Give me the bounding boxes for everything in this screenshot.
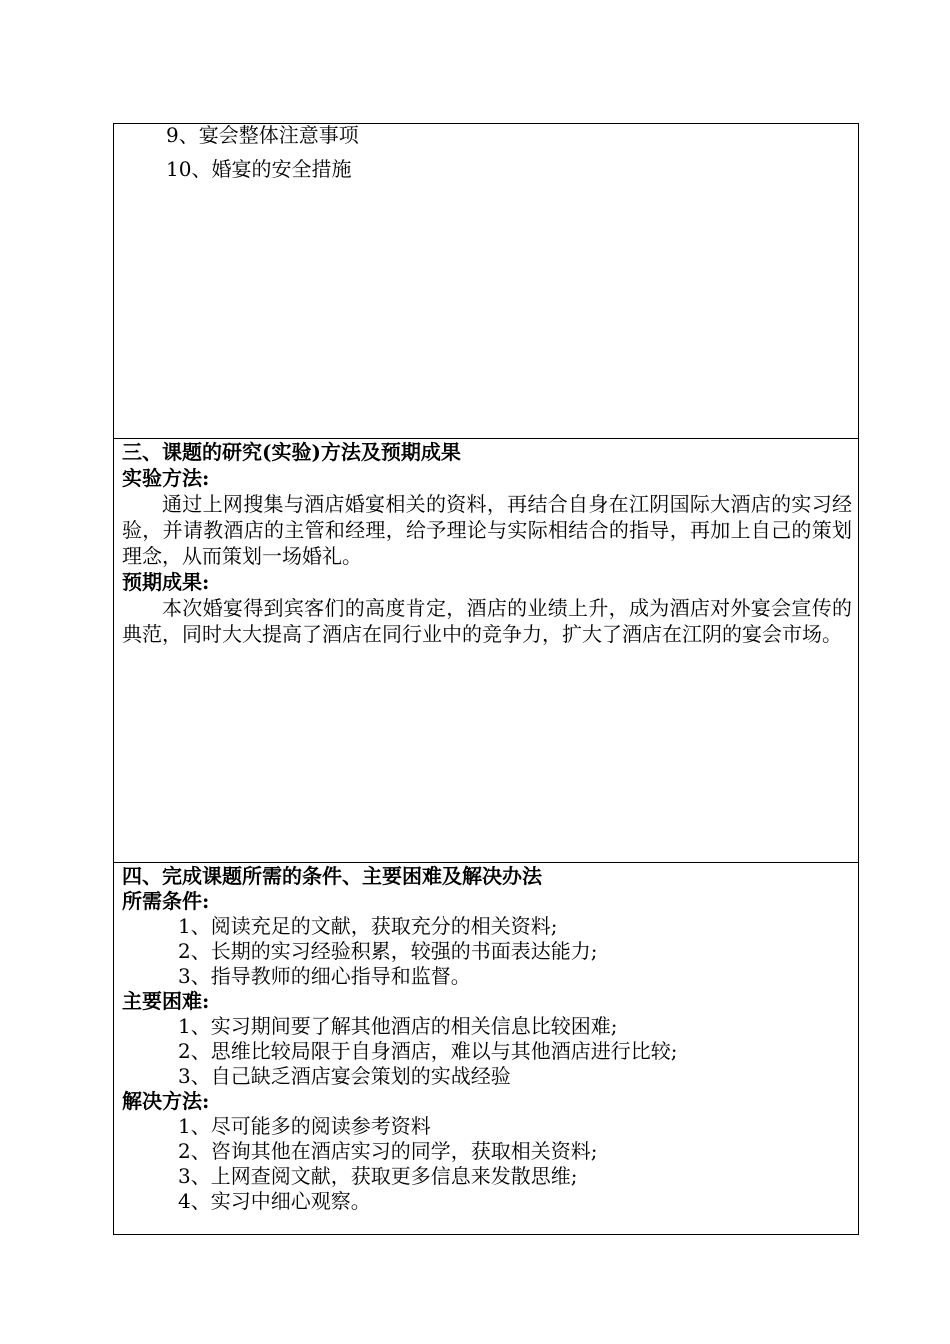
list-item: 2、咨询其他在酒店实习的同学，获取相关资料;	[178, 1139, 598, 1163]
section-title: 四、完成课题所需的条件、主要困难及解决办法	[122, 864, 542, 888]
list-item: 3、上网查阅文献，获取更多信息来发散思维;	[178, 1164, 578, 1188]
result-label: 预期成果:	[122, 570, 210, 594]
conditions-label: 所需条件:	[122, 889, 210, 913]
list-item: 4、实习中细心观察。	[178, 1189, 371, 1213]
proposal-table	[113, 123, 859, 1235]
list-item: 1、尽可能多的阅读参考资料	[178, 1114, 431, 1138]
section-three-cell	[114, 438, 858, 862]
section-four-cell	[114, 862, 858, 1234]
section-two-continuation-cell	[114, 124, 858, 438]
list-item: 2、思维比较局限于自身酒店，难以与其他酒店进行比较;	[178, 1039, 678, 1063]
difficulties-label: 主要困难:	[122, 989, 210, 1013]
section-title: 三、课题的研究(实验)方法及预期成果	[122, 440, 461, 464]
list-item: 10、婚宴的安全措施	[166, 157, 352, 181]
solutions-label: 解决方法:	[122, 1089, 210, 1113]
result-paragraph: 本次婚宴得到宾客们的高度肯定，酒店的业绩上升，成为酒店对外宴会宣传的典范，同时大大提高了酒店在同行业中的竞争力，扩大了酒店在江阴的宴会市场。	[122, 596, 852, 646]
list-item: 1、阅读充足的文献，获取充分的相关资料;	[178, 914, 558, 938]
list-item: 2、长期的实习经验积累，较强的书面表达能力;	[178, 939, 598, 963]
list-item: 3、指导教师的细心指导和监督。	[178, 964, 471, 988]
list-item: 3、自己缺乏酒店宴会策划的实战经验	[178, 1064, 511, 1088]
method-label: 实验方法:	[122, 466, 210, 490]
method-paragraph: 通过上网搜集与酒店婚宴相关的资料，再结合自身在江阴国际大酒店的实习经验，并请教酒店的主管和经理，给予理论与实际相结合的指导，再加上自己的策划理念，从而策划一场婚礼。	[122, 492, 852, 568]
list-item: 9、宴会整体注意事项	[166, 123, 359, 147]
list-item: 1、实习期间要了解其他酒店的相关信息比较困难;	[178, 1014, 618, 1038]
